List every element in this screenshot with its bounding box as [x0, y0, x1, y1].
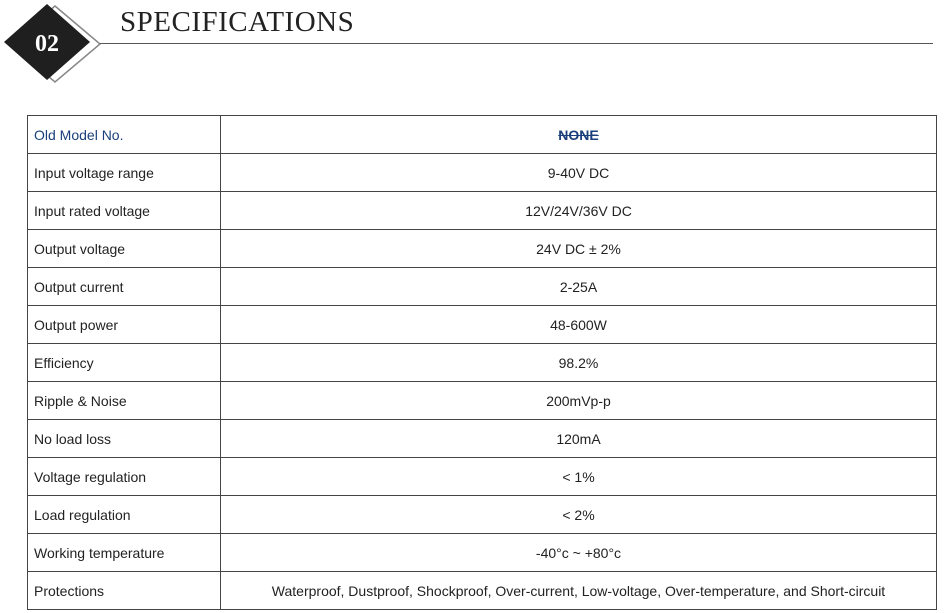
table-row [28, 192, 937, 230]
spec-label: Input voltage range [28, 154, 221, 192]
table-row [28, 116, 937, 154]
spec-value: 98.2% [221, 344, 937, 382]
spec-value: 48-600W [221, 306, 937, 344]
spec-value: -40°c ~ +80°c [221, 534, 937, 572]
spec-label: Protections [28, 572, 221, 610]
spec-label: Output voltage [28, 230, 221, 268]
table-row [28, 420, 937, 458]
table-row [28, 230, 937, 268]
spec-label: Voltage regulation [28, 458, 221, 496]
spec-label: Input rated voltage [28, 192, 221, 230]
title-underline [100, 43, 933, 44]
spec-value: Waterproof, Dustproof, Shockproof, Over-current, Low-voltage, Over-temperature, and Short-circuit [221, 572, 937, 610]
table-row [28, 306, 937, 344]
spec-value: < 2% [221, 496, 937, 534]
spec-label: Ripple & Noise [28, 382, 221, 420]
spec-value: 2-25A [221, 268, 937, 306]
spec-value: 12V/24V/36V DC [221, 192, 937, 230]
spec-value: 120mA [221, 420, 937, 458]
table-row [28, 496, 937, 534]
section-title: SPECIFICATIONS [120, 6, 355, 38]
spec-label: Output power [28, 306, 221, 344]
spec-label: Load regulation [28, 496, 221, 534]
spec-value: NONE [221, 116, 937, 154]
table-row [28, 154, 937, 192]
spec-label: Old Model No. [28, 116, 221, 154]
table-row [28, 344, 937, 382]
table-row [28, 572, 937, 610]
spec-value: 9-40V DC [221, 154, 937, 192]
section-number-badge [0, 0, 110, 90]
table-row [28, 268, 937, 306]
section-number: 02 [35, 31, 59, 57]
table-row [28, 458, 937, 496]
spec-label: Output current [28, 268, 221, 306]
spec-label: Efficiency [28, 344, 221, 382]
spec-value: < 1% [221, 458, 937, 496]
table-row [28, 534, 937, 572]
spec-value: 24V DC ± 2% [221, 230, 937, 268]
spec-label: No load loss [28, 420, 221, 458]
spec-value: 200mVp-p [221, 382, 937, 420]
spec-label: Working temperature [28, 534, 221, 572]
table-row [28, 382, 937, 420]
specifications-table [27, 115, 937, 610]
